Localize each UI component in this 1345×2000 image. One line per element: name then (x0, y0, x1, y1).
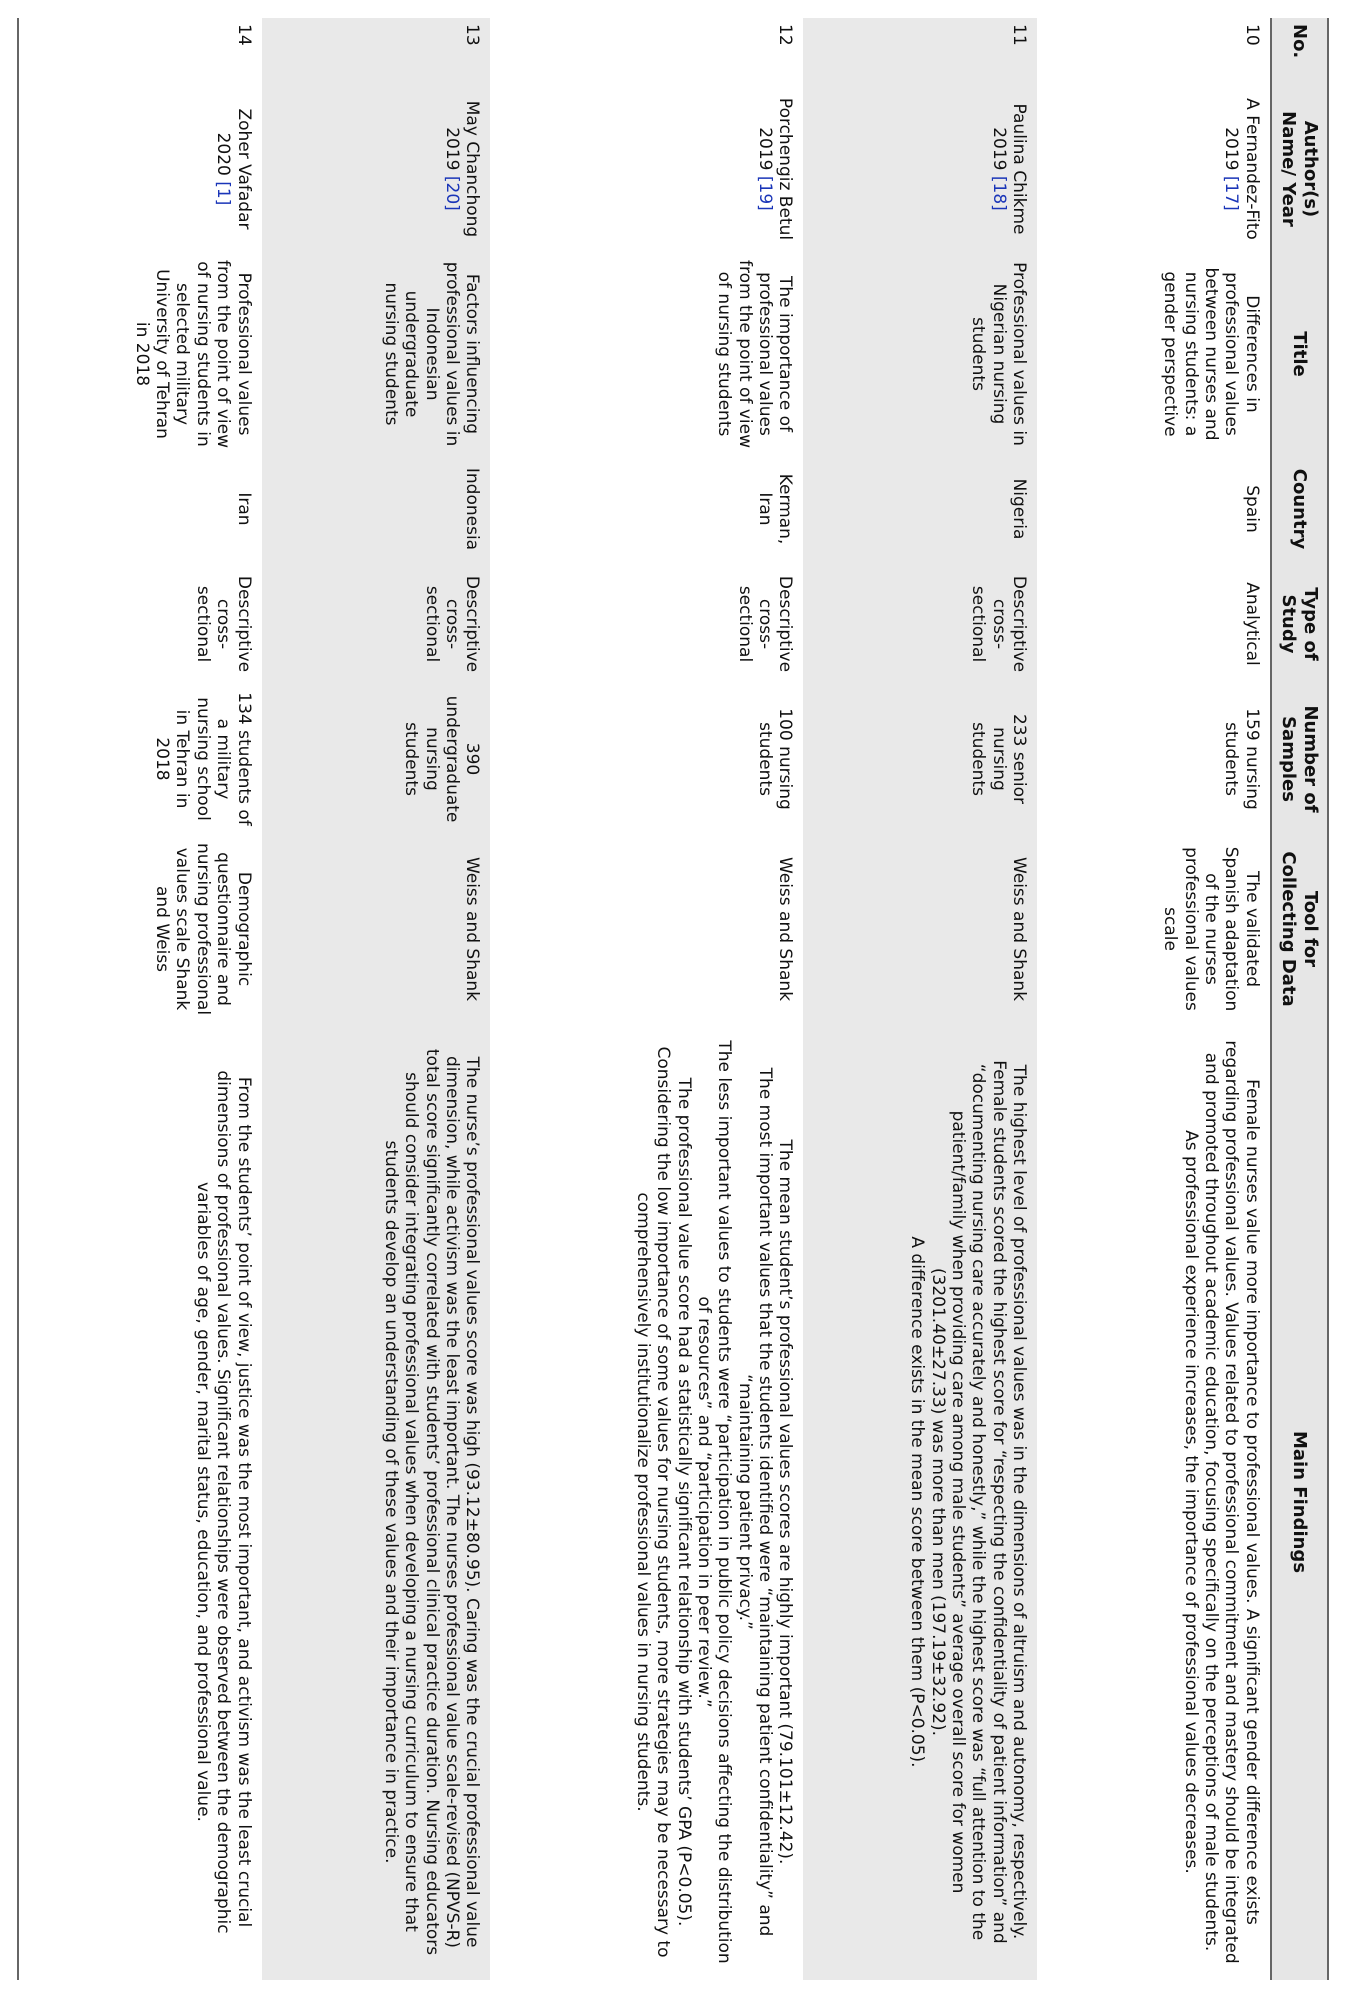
header-study-type: Type of Study (1271, 564, 1328, 684)
header-title: Title (1271, 254, 1328, 454)
cell-study-type: Descriptive cross-sectional (262, 564, 491, 684)
cell-no: 14 (18, 18, 262, 84)
finding-paragraph: Female nurses value more importance to professional values. A significant gender difference exists regarding professional values. Values related to professional commitment and mastery should be integrated and promoted throughout academic education, focusing specifically on the perceptions of male students. (1201, 1040, 1262, 1964)
table-row (804, 18, 1038, 1980)
cell-no: 13 (262, 18, 491, 84)
cell-study-type: Descriptive cross-sectional (734, 575, 796, 673)
header-tool: Tool for Collecting Data (1271, 834, 1328, 1024)
cell-samples: 390 undergraduate nursing students (262, 684, 491, 834)
cell-no: 12 (775, 24, 796, 46)
cell-tool: Demographic questionnaire and nursing professional values scale Shank and Weiss (18, 834, 262, 1024)
header-no: No. (1271, 18, 1328, 84)
cell-samples: 100 nursing students (755, 708, 796, 810)
cell-author (262, 84, 491, 254)
reference-link[interactable]: [17] (1221, 175, 1242, 211)
cell-no: 11 (804, 18, 1038, 84)
cell-author (804, 84, 1038, 254)
reference-link[interactable]: [18] (988, 175, 1009, 211)
reference-link[interactable]: [20] (441, 175, 462, 211)
cell-country: Iran (18, 454, 262, 564)
cell-samples: 233 senior nursing students (804, 684, 1038, 834)
cell-author (18, 84, 262, 254)
reference-link[interactable]: [19] (755, 175, 776, 211)
cell-study-type: Descriptive cross-sectional (804, 564, 1038, 684)
cell-samples: 159 nursing students (1221, 708, 1262, 810)
cell-findings (490, 1024, 803, 1980)
cell-title: Professional values in Nigerian nursing students (804, 254, 1038, 454)
author-name-year: Paulina Chikme 2019 (988, 103, 1030, 235)
cell-title: Differences in professional values between nurses and nursing students: a gender perspective (1160, 267, 1262, 441)
cell-findings (18, 1024, 262, 1980)
finding-paragraph: The less important values to students were “participation in public policy decisions affecting the distribution of resources” and “participation in peer review.” (693, 1040, 735, 1964)
cell-author (1037, 84, 1271, 254)
cell-samples: 134 students of a military nursing school in Tehran in 2018 (18, 684, 262, 834)
cell-title: Factors influencing professional values in Indonesian undergraduate nursing students (262, 254, 491, 454)
cell-tool: Weiss and Shank (775, 856, 796, 1002)
header-samples: Number of Samples (1271, 684, 1328, 834)
table-row (1037, 18, 1271, 1980)
cell-country: Nigeria (804, 454, 1038, 564)
cell-tool: Weiss and Shank (262, 834, 491, 1024)
cell-country: Spain (1241, 485, 1262, 533)
cell-tool: Weiss and Shank (804, 834, 1038, 1024)
header-country: Country (1271, 454, 1328, 564)
cell-findings (262, 1024, 491, 1980)
finding-paragraph: A difference exists in the mean score between them (P<0.05). (907, 1236, 928, 1768)
cell-title: The importance of professional values from the point of view of nursing students (714, 260, 796, 448)
cell-no: 10 (1241, 24, 1262, 46)
studies-table (17, 18, 1329, 1980)
cell-country: Indonesia (262, 454, 491, 564)
finding-paragraph: The nurse’s professional values score was high (93.12±80.95). Caring was the crucial professional value dimension, while activism was the least important. The nurses professional value scale-revised (NPVS-R) total score significantly correlated with students’ professional clinical practice duration. Nursing educators should consider integrating professional values when developing a nursing curriculum to ensure that students develop an understanding of these values and their importance in practice. (380, 1048, 483, 1956)
cell-study-type: Analytical (1241, 582, 1262, 666)
cell-findings (804, 1024, 1038, 1980)
cell-author (490, 84, 803, 254)
header-findings: Main Findings (1271, 1024, 1328, 1980)
finding-paragraph: The mean student’s professional values scores are highly important (79.101±12.42). (775, 1139, 796, 1865)
table-row (490, 18, 803, 1980)
cell-tool: The validated Spanish adaptation of the nurses professional values scale (1160, 846, 1262, 1012)
cell-country: Kerman, Iran (755, 473, 796, 545)
finding-paragraph: The professional value score had a statistically significant relationship with students’ GPA (P<0.05). Considering the low importance of some values for nursing students, more strategies may be necessary to comprehensively institutionalize professional values in nursing students. (632, 1046, 694, 1958)
finding-paragraph: From the students’ point of view, justice was the most important, and activism was the least crucial dimensions of professional values. Significant relationships were observed between the demographic variables of age, gender, marital status, education, and professional value. (192, 1070, 254, 1934)
header-row (1271, 18, 1328, 1980)
author-name-year: Porchengiz Betul 2019 (755, 97, 796, 241)
table-row (262, 18, 491, 1980)
finding-paragraph: The most important values that the students identified were “maintaining patient confidentiality” and “maintaining patient privacy.” (734, 1067, 776, 1937)
header-author: Author(s) Name/ Year (1271, 84, 1328, 254)
table-body (18, 18, 1271, 1980)
reference-link[interactable]: [1] (213, 181, 234, 206)
finding-paragraph: As professional experience increases, the importance of professional values decreases. (1180, 1130, 1201, 1874)
author-name-year: May Chanchong 2019 (441, 100, 483, 238)
table-row (18, 18, 262, 1980)
cell-title: Professional values from the point of view of nursing students in selected military University of Tehran in 2018 (18, 254, 262, 454)
finding-paragraph: The highest level of professional values was in the dimensions of altruism and autonomy, respectively. Female students scored the highest score for “respecting the confidentiality of patient information” and “documenting nursing care accurately and honestly,” while the highest score was “full attention to the patient/family when providing care among male students” average overall score for women (3201.40±27.33) was more than men (197.19±32.92). (927, 1060, 1030, 1944)
cell-study-type: Descriptive cross-sectional (18, 564, 262, 684)
cell-findings (1037, 1024, 1271, 1980)
author-name-year: A Fernandez-Fito 2019 (1221, 98, 1262, 240)
author-name-year: Zoher Vafadar 2020 (213, 108, 254, 230)
